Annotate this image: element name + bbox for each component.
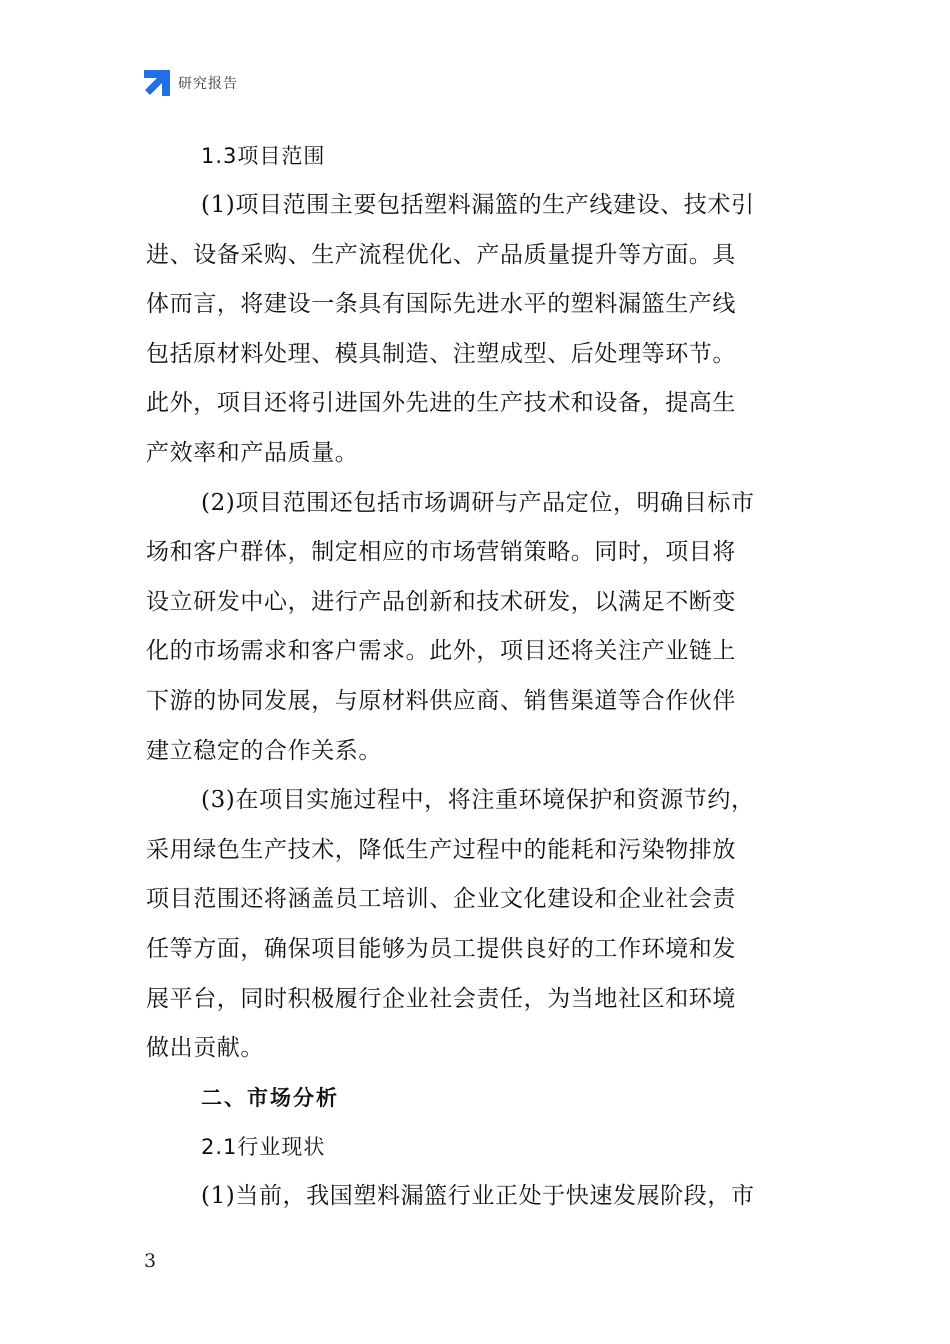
paragraph-2 (146, 479, 806, 777)
paragraph-3 (146, 776, 806, 1074)
paragraph-line: 下游的协同发展，与原材料供应商、销售渠道等合作伙伴 (146, 687, 736, 714)
paragraph-line: (3)在项目实施过程中，将注重环境保护和资源节约， (201, 787, 755, 814)
paragraph-line: 化的市场需求和客户需求。此外，项目还将关注产业链上 (146, 638, 736, 665)
paragraph-line: (1)项目范围主要包括塑料漏篮的生产线建设、技术引 (201, 192, 755, 218)
paragraph-line: 此外，项目还将引进国外先进的生产技术和设备，提高生 (146, 390, 736, 417)
section-heading-1-3: 1.3项目范围 (201, 144, 326, 168)
paragraph-line: 任等方面，确保项目能够为员工提供良好的工作环境和发 (146, 935, 736, 962)
document-header (144, 68, 238, 98)
page-number: 3 (144, 1250, 157, 1272)
paragraph-line: 展平台，同时积极履行企业社会责任，为当地社区和环境 (146, 985, 736, 1012)
paragraph-line: 包括原材料处理、模具制造、注塑成型、后处理等环节。 (146, 340, 736, 367)
document-body (146, 132, 806, 1221)
header-title: 研究报告 (178, 76, 238, 92)
paragraph-line: 做出贡献。 (146, 1035, 264, 1062)
paragraph-line: 场和客户群体，制定相应的市场营销策略。同时，项目将 (146, 539, 736, 566)
paragraph-line: 采用绿色生产技术，降低生产过程中的能耗和污染物排放 (146, 836, 736, 863)
arrow-up-right-logo-icon (144, 70, 170, 96)
paragraph-line: 设立研发中心，进行产品创新和技术研发，以满足不断变 (146, 588, 736, 615)
paragraph-4 (146, 1172, 806, 1222)
paragraph-line: 建立稳定的合作关系。 (146, 737, 382, 764)
paragraph-line: 进、设备采购、生产流程优化、产品质量提升等方面。具 (146, 241, 736, 268)
section-heading-2-1: 2.1行业现状 (201, 1134, 326, 1159)
paragraph-line: (2)项目范围还包括市场调研与产品定位，明确目标市 (201, 489, 755, 516)
paragraph-1 (146, 181, 806, 479)
paragraph-line: (1)当前，我国塑料漏篮行业正处于快速发展阶段，市 (201, 1182, 755, 1209)
paragraph-line: 项目范围还将涵盖员工培训、企业文化建设和企业社会责 (146, 886, 736, 913)
paragraph-line: 体而言，将建设一条具有国际先进水平的塑料漏篮生产线 (146, 291, 736, 318)
paragraph-line: 产效率和产品质量。 (146, 439, 359, 466)
section-heading-2: 二、市场分析 (201, 1085, 339, 1110)
